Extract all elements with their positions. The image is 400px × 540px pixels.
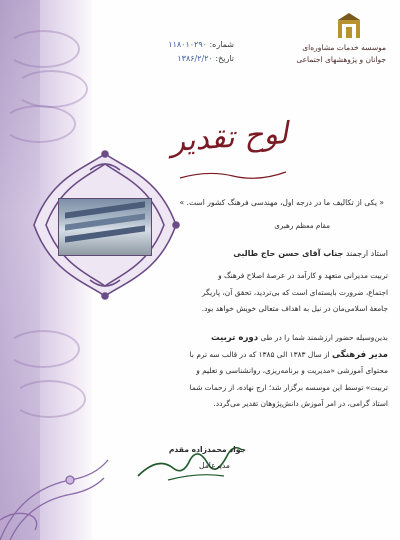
salutation-prefix: استاد ارجمند bbox=[345, 249, 388, 258]
recipient-name: جناب آقای حسن حاج طالبی bbox=[233, 249, 344, 258]
course-name-part-2: مدیر فرهنگی bbox=[332, 349, 388, 360]
leader-quote: « یکی از تکالیف ما در درجه اول، مهندسی فرهنگ کشور است. » bbox=[179, 198, 384, 207]
number-value: ۱۱۸۰۱۰۲۹۰ bbox=[168, 40, 207, 49]
logo-line-2: جوانان و پژوهشهای اجتماعی bbox=[296, 55, 386, 64]
paragraph-line: تربیت مدیرانی متعهد و کارآمد در عرصهٔ اصلاح فرهنگ و bbox=[218, 271, 388, 280]
title-flourish bbox=[178, 168, 288, 182]
institute-logo bbox=[294, 12, 386, 84]
institute-emblem-icon bbox=[334, 12, 364, 40]
paragraph-line: اجتماع، ضرورت بایسته‌ای است که بی‌تردید، تحقق آن، پاریگر bbox=[201, 287, 388, 297]
swirl-ornament bbox=[6, 330, 80, 368]
logo-line-1: موسسه خدمات مشاوره‌ای bbox=[302, 43, 386, 52]
paragraph-line: تربیت» توسط این موسسه برگزار شد؛ ارج نهاده، از زحمات شما bbox=[189, 382, 388, 392]
corner-ornament bbox=[0, 420, 110, 540]
signer-role: مدیرعامل bbox=[198, 461, 230, 470]
date-label: تاریخ: bbox=[215, 54, 234, 63]
paragraph-line: بدین‌وسیله حضور ارزشمند شما را در طی bbox=[260, 333, 388, 342]
library-photo bbox=[58, 198, 152, 256]
reference-meta bbox=[104, 38, 234, 66]
paragraph-line: محتوای آموزشی «مدیریت و برنامه‌ریزی، روانشناسی و تعلیم و bbox=[196, 366, 388, 376]
paragraph-2 bbox=[164, 330, 388, 413]
paragraph-line: استاد گرامی، در امر آموزش دانش‌پژوهان تقدیر می‌گردد. bbox=[213, 399, 388, 409]
quote-attribution: مقام معظم رهبری bbox=[274, 221, 330, 230]
course-name-part-1: دوره تربیت bbox=[210, 333, 259, 343]
signer-name: جواد محمدزاده مقدم bbox=[168, 445, 246, 454]
swirl-ornament bbox=[2, 105, 76, 143]
certificate-title: لوح تقدیر bbox=[169, 115, 290, 160]
paragraph-1 bbox=[164, 268, 388, 318]
number-label: شماره: bbox=[209, 40, 234, 49]
swirl-ornament bbox=[12, 380, 86, 418]
recipient-salutation bbox=[160, 249, 388, 258]
paragraph-line: از سال ۱۳۸۳ الی ۱۳۸۵ که در قالب سه ترم با bbox=[189, 349, 330, 359]
paragraph-line: جامعهٔ اسلامی‌مان در نیل به اهداف متعالی خویش خواهد بود. bbox=[201, 304, 388, 314]
swirl-ornament bbox=[14, 70, 88, 108]
date-value: ۱۳۸۶/۲/۲۰ bbox=[177, 54, 213, 63]
swirl-ornament bbox=[6, 30, 80, 68]
